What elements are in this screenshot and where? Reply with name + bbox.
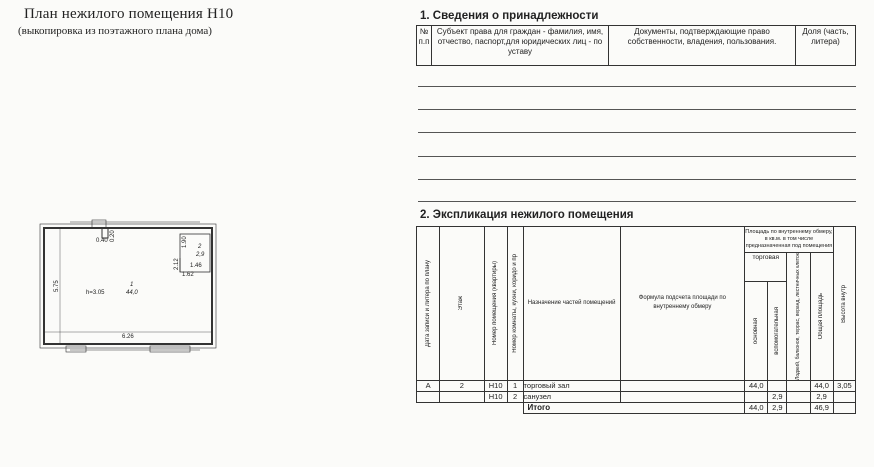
- dim-bath-c: 1.46: [190, 263, 202, 269]
- totals-label: Итого: [523, 402, 745, 413]
- hdr-height: Высота внутр: [833, 227, 855, 381]
- cell-floor: [440, 391, 484, 402]
- blank-line: [418, 132, 856, 133]
- cell-premise: Н10: [484, 391, 507, 402]
- totals-main: 44,0: [745, 402, 768, 413]
- dim-top-small: 0.40: [96, 238, 108, 244]
- cell-formula: [620, 380, 745, 391]
- cell-loggia: [787, 380, 810, 391]
- hdr-aux: вспомогательная: [768, 282, 787, 381]
- explication-section-title: 2. Экспликация нежилого помещения: [420, 209, 634, 221]
- cell-formula: [620, 391, 745, 402]
- room2-number: 2: [198, 244, 202, 250]
- dim-width-bottom: 6.26: [122, 334, 134, 340]
- floor-plan: [30, 212, 230, 362]
- blank-line: [418, 109, 856, 110]
- blank-line: [418, 86, 856, 87]
- dim-vert-small: 0.20: [110, 230, 116, 242]
- col-subject: Субъект права для граждан - фамилия, имя, отчество, паспорт,для юридических лиц - по уставу: [432, 26, 609, 66]
- room-height: h=3.05: [86, 290, 105, 296]
- col-documents: Документы, подтверждающие право собственности, владения, пользования.: [609, 26, 796, 66]
- hdr-formula: Формула подсчета площади по внутреннему обмеру: [620, 227, 745, 381]
- cell-height: [833, 391, 855, 402]
- table-row: [417, 380, 856, 391]
- cell-purpose: торговый зал: [523, 380, 620, 391]
- room2-area: 2,9: [196, 252, 205, 258]
- room1-number: 1: [130, 282, 134, 288]
- page-subtitle: (выкопировка из поэтажного плана дома): [18, 25, 212, 37]
- hdr-room: Номер комнаты, кухни, коридо и пр: [507, 227, 523, 381]
- hdr-area-group: Площадь по внутреннему обмеру, в кв.м. в том числе предназначенная под помещения: [745, 227, 834, 253]
- totals-loggia: [787, 402, 810, 413]
- floor-plan-walls: [40, 220, 216, 352]
- cell-aux: [768, 380, 787, 391]
- page-title: План нежилого помещения Н10: [24, 6, 234, 22]
- table-row: [417, 391, 856, 402]
- cell-premise: Н10: [484, 380, 507, 391]
- blank-line: [418, 156, 856, 157]
- hdr-total: Общая площадь: [810, 253, 833, 381]
- cell-loggia: [787, 391, 810, 402]
- cell-total: 44,0: [810, 380, 833, 391]
- totals-spacer: [417, 402, 524, 413]
- hdr-main: основная: [745, 282, 768, 381]
- dim-height-left: 5.75: [54, 280, 60, 292]
- totals-height: [833, 402, 855, 413]
- col-number: № п.п: [417, 26, 432, 66]
- cell-main: [745, 391, 768, 402]
- cell-aux: 2,9: [768, 391, 787, 402]
- hdr-trade: торговая: [745, 253, 787, 282]
- hdr-floor: Этаж: [440, 227, 484, 381]
- room1-area: 44,0: [126, 290, 138, 296]
- cell-room: 2: [507, 391, 523, 402]
- explication-table: [416, 226, 856, 414]
- blank-line: [418, 179, 856, 180]
- col-share: Доля (часть, литера): [796, 26, 856, 66]
- hdr-date: Дата записи и Литера по плану: [417, 227, 440, 381]
- totals-total: 46,9: [810, 402, 833, 413]
- dim-bath-b: 1.90: [182, 236, 188, 248]
- hdr-loggia: Лоджий, балконов, террас, веранд, лестничных клеток: [787, 253, 810, 381]
- ownership-section-title: 1. Сведения о принадлежности: [420, 10, 599, 22]
- cell-date: [417, 391, 440, 402]
- hdr-purpose: Назначение частей помещений: [523, 227, 620, 381]
- totals-aux: 2,9: [768, 402, 787, 413]
- cell-floor: 2: [440, 380, 484, 391]
- cell-main: 44,0: [745, 380, 768, 391]
- hdr-premise: Номер помещения (квартиры): [484, 227, 507, 381]
- cell-height: 3,05: [833, 380, 855, 391]
- blank-line: [418, 201, 856, 202]
- cell-purpose: санузел: [523, 391, 620, 402]
- dim-bath-a: 2.12: [174, 258, 180, 270]
- ownership-table: [416, 25, 856, 66]
- cell-date: А: [417, 380, 440, 391]
- cell-total: 2,9: [810, 391, 833, 402]
- cell-room: 1: [507, 380, 523, 391]
- totals-row: [417, 402, 856, 413]
- dim-bath-d: 1.62: [182, 272, 194, 278]
